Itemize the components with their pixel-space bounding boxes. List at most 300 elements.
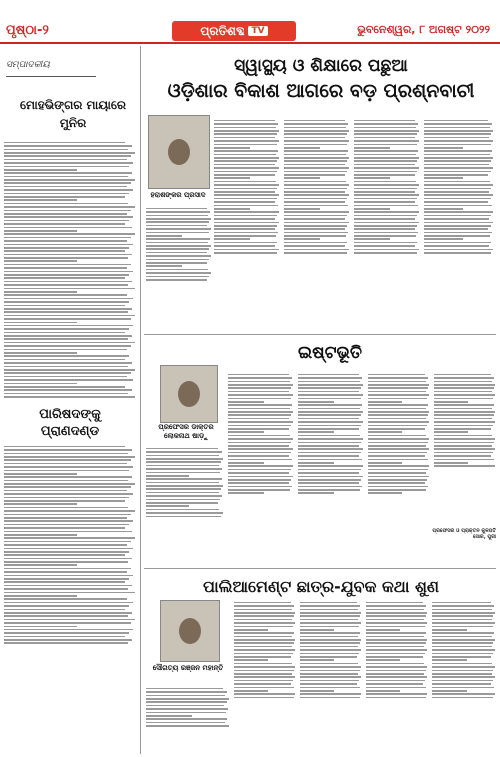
greeked-line <box>424 188 491 190</box>
greeked-line <box>214 174 275 176</box>
greeked-line <box>300 659 334 661</box>
greeked-line <box>214 157 279 159</box>
greeked-line <box>214 137 275 139</box>
greeked-line <box>146 495 222 497</box>
greeked-line <box>298 381 360 383</box>
greeked-line <box>434 431 468 433</box>
greeked-line <box>146 482 219 484</box>
greeked-line <box>424 215 491 217</box>
greeked-line <box>4 335 132 337</box>
greeked-line <box>366 609 424 611</box>
greeked-line <box>354 154 416 156</box>
greeked-line <box>146 705 224 707</box>
greeked-line <box>146 279 207 281</box>
greeked-line <box>4 551 129 553</box>
greeked-line <box>214 238 250 240</box>
greeked-line <box>434 462 468 464</box>
greeked-line <box>300 646 358 648</box>
greeked-line <box>354 127 416 129</box>
greeked-line <box>4 396 135 398</box>
greeked-line <box>146 715 192 717</box>
greeked-line <box>4 366 128 368</box>
greeked-line <box>4 155 131 157</box>
greeked-line <box>432 670 493 672</box>
greeked-line <box>4 244 133 246</box>
greeked-line <box>4 264 131 266</box>
greeked-line <box>4 213 127 215</box>
greeked-line <box>432 612 495 614</box>
greeked-line <box>368 377 428 379</box>
greeked-line <box>298 482 359 484</box>
greeked-line <box>4 257 128 259</box>
greeked-line <box>146 475 189 477</box>
greeked-line <box>214 123 278 125</box>
greeked-line <box>4 247 129 249</box>
greeked-line <box>300 683 357 685</box>
greeked-line <box>4 240 127 242</box>
greeked-line <box>214 154 276 156</box>
greeked-line <box>234 687 294 689</box>
greeked-line <box>424 191 489 193</box>
greeked-line <box>146 255 211 257</box>
greeked-line <box>4 470 129 472</box>
greeked-line <box>354 144 417 146</box>
greeked-line <box>368 414 428 416</box>
greeked-line <box>4 189 133 191</box>
greeked-line <box>234 615 294 617</box>
author-name: ସୌଗତ୍ୟ ରଞ୍ଜନ ମହାନ୍ତି <box>152 664 224 672</box>
greeked-line <box>368 418 426 420</box>
lead-article-headline <box>146 54 496 104</box>
greeked-line <box>146 688 223 690</box>
greeked-line <box>214 171 277 173</box>
greeked-line <box>146 242 208 244</box>
page-number: ପୃଷ୍ଠା-୨ <box>6 23 49 38</box>
greeked-line <box>434 411 495 413</box>
greeked-line <box>300 697 360 699</box>
greeked-line <box>368 482 425 484</box>
greeked-line <box>228 411 293 413</box>
greeked-line <box>4 588 128 590</box>
greeked-line <box>354 137 415 139</box>
greeked-line <box>366 653 425 655</box>
greeked-line <box>4 517 127 519</box>
greeked-line <box>434 384 495 386</box>
greeked-line <box>146 238 210 240</box>
greeked-line <box>4 602 133 604</box>
greeked-line <box>354 235 416 237</box>
second-article-headline: ଇଷ୍ଟଭୂତି <box>298 343 362 363</box>
greeked-line <box>4 260 77 262</box>
greeked-line <box>4 216 133 218</box>
greeked-line <box>432 646 492 648</box>
greeked-line <box>4 459 131 461</box>
greeked-line <box>4 359 125 361</box>
greeked-line <box>354 201 415 203</box>
greeked-line <box>424 123 492 125</box>
greeked-line <box>434 404 494 406</box>
author-photo <box>160 365 218 423</box>
greeked-line <box>228 462 264 464</box>
greeked-line <box>284 211 349 213</box>
greeked-line <box>284 174 345 176</box>
greeked-line <box>4 605 129 607</box>
greeked-line <box>214 191 275 193</box>
greeked-line <box>354 184 419 186</box>
greeked-line <box>4 571 127 573</box>
greeked-line <box>284 150 348 152</box>
greeked-line <box>298 401 334 403</box>
greeked-line <box>4 355 129 357</box>
greeked-line <box>424 211 493 213</box>
greeked-line <box>214 211 279 213</box>
greeked-line <box>228 455 289 457</box>
greeked-line <box>214 218 275 220</box>
second-editorial-body-text <box>4 444 136 754</box>
greeked-line <box>432 632 494 634</box>
greeked-line <box>234 649 295 651</box>
greeked-line <box>146 701 227 703</box>
article-text-column <box>228 372 294 560</box>
greeked-line <box>424 242 491 244</box>
greeked-line <box>432 697 493 699</box>
greeked-line <box>368 455 425 457</box>
greeked-line <box>424 232 492 234</box>
editorial-headline: ମୋହଭିଙ୍ଗର ମାୟାରେ ମୁନିର <box>19 98 127 130</box>
greeked-line <box>354 252 417 254</box>
greeked-line <box>284 232 348 234</box>
greeked-line <box>228 442 291 444</box>
greeked-line <box>214 127 276 129</box>
greeked-line <box>228 425 291 427</box>
greeked-line <box>234 663 292 665</box>
greeked-line <box>300 656 357 658</box>
greeked-line <box>4 527 125 529</box>
greeked-line <box>4 568 131 570</box>
greeked-line <box>146 232 209 234</box>
greeked-line <box>4 186 127 188</box>
greeked-line <box>300 615 360 617</box>
greeked-line <box>354 157 419 159</box>
greeked-line <box>228 428 289 430</box>
greeked-line <box>432 602 491 604</box>
greeked-line <box>284 228 345 230</box>
greeked-line <box>368 421 429 423</box>
greeked-line <box>4 507 128 509</box>
greeked-line <box>354 123 418 125</box>
greeked-line <box>366 697 426 699</box>
greeked-line <box>4 233 135 235</box>
greeked-line <box>4 544 127 546</box>
greeked-line <box>234 673 292 675</box>
greeked-line <box>146 488 221 490</box>
greeked-line <box>234 697 294 699</box>
greeked-line <box>284 157 349 159</box>
greeked-line <box>214 120 275 122</box>
greeked-line <box>432 666 495 668</box>
greeked-line <box>4 642 128 644</box>
greeked-line <box>298 459 362 461</box>
greeked-line <box>432 626 493 628</box>
greeked-line <box>424 245 489 247</box>
greeked-line <box>354 242 417 244</box>
greeked-line <box>354 147 390 149</box>
greeked-line <box>228 479 291 481</box>
greeked-line <box>214 198 277 200</box>
greeked-line <box>234 659 268 661</box>
greeked-line <box>146 509 219 511</box>
greeked-line <box>298 398 361 400</box>
greeked-line <box>298 425 361 427</box>
greeked-line <box>4 524 129 526</box>
greeked-line <box>4 220 129 222</box>
article-text-column <box>434 372 496 522</box>
greeked-line <box>432 673 492 675</box>
greeked-line <box>234 680 293 682</box>
greeked-line <box>366 619 424 621</box>
greeked-line <box>4 169 77 171</box>
greeked-line <box>284 154 346 156</box>
greeked-line <box>146 712 226 714</box>
greeked-line <box>228 476 293 478</box>
greeked-line <box>354 225 417 227</box>
greeked-line <box>146 276 209 278</box>
greeked-line <box>298 411 363 413</box>
greeked-line <box>434 387 494 389</box>
greeked-line <box>432 656 491 658</box>
greeked-line <box>146 722 225 724</box>
greeked-line <box>4 230 77 232</box>
greeked-line <box>354 208 390 210</box>
greeked-line <box>4 609 125 611</box>
greeked-line <box>4 274 129 276</box>
greeked-line <box>214 205 278 207</box>
greeked-line <box>300 629 334 631</box>
greeked-line <box>228 469 291 471</box>
greeked-line <box>4 345 131 347</box>
article-text-column <box>298 372 364 560</box>
greeked-line <box>424 208 463 210</box>
greeked-line <box>368 384 429 386</box>
greeked-line <box>214 235 276 237</box>
header-rule <box>0 42 500 44</box>
greeked-line <box>432 676 495 678</box>
greeked-line <box>146 485 223 487</box>
author-photo <box>160 600 220 662</box>
greeked-line <box>4 490 127 492</box>
greeked-line <box>146 455 219 457</box>
greeked-line <box>424 137 489 139</box>
greeked-line <box>298 448 363 450</box>
greeked-line <box>4 483 135 485</box>
greeked-line <box>432 605 494 607</box>
greeked-line <box>354 228 415 230</box>
greeked-line <box>284 245 345 247</box>
greeked-line <box>432 642 493 644</box>
greeked-line <box>214 245 275 247</box>
greeked-line <box>4 632 129 634</box>
greeked-line <box>234 642 294 644</box>
byline-title: ପ୍ରଫେସର ଓ ପ୍ରାକ୍ତନ କୁଳପତି <box>432 528 496 534</box>
greeked-line <box>146 695 225 697</box>
greeked-line <box>4 463 127 465</box>
greeked-line <box>284 127 346 129</box>
greeked-line <box>228 486 292 488</box>
greeked-line <box>284 130 349 132</box>
greeked-line <box>146 208 207 210</box>
greeked-line <box>146 708 228 710</box>
greeked-line <box>298 414 361 416</box>
greeked-line <box>4 486 131 488</box>
greeked-line <box>434 391 492 393</box>
greeked-line <box>434 425 493 427</box>
greeked-line <box>432 690 467 692</box>
greeked-line <box>214 184 279 186</box>
greeked-line <box>234 646 292 648</box>
greeked-line <box>4 534 77 536</box>
greeked-line <box>4 598 127 600</box>
greeked-line <box>146 272 211 274</box>
greeked-line <box>300 642 360 644</box>
greeked-line <box>368 408 426 410</box>
greeked-line <box>434 465 495 467</box>
author-name: ହରାଶଙ୍କର ପ୍ରସାଦ <box>150 191 206 199</box>
greeked-line <box>4 277 125 279</box>
greeked-line <box>366 632 426 634</box>
greeked-line <box>284 198 347 200</box>
greeked-line <box>434 445 492 447</box>
author-name: ପ୍ରଫେସର ଡାକ୍ତର ଲୋକନାଥ ଷାଡ଼ୁ <box>158 423 214 440</box>
greeked-line <box>4 548 133 550</box>
greeked-line <box>4 199 77 201</box>
greeked-line <box>234 619 292 621</box>
greeked-line <box>434 398 493 400</box>
greeked-line <box>4 162 133 164</box>
greeked-line <box>432 629 467 631</box>
greeked-line <box>4 531 132 533</box>
greeked-line <box>146 465 219 467</box>
greeked-line <box>228 387 291 389</box>
greeked-line <box>4 581 125 583</box>
greeked-line <box>300 690 334 692</box>
greeked-line <box>146 262 207 264</box>
greeked-line <box>368 425 427 427</box>
greeked-line <box>368 428 425 430</box>
greeked-line <box>298 479 361 481</box>
greeked-line <box>366 642 426 644</box>
greeked-line <box>228 465 293 467</box>
greeked-line <box>424 160 491 162</box>
greeked-line <box>4 328 129 330</box>
greeked-line <box>284 164 345 166</box>
greeked-line <box>4 362 132 364</box>
author-face-icon <box>178 381 200 407</box>
greeked-line <box>234 629 268 631</box>
article-text-column <box>146 206 212 324</box>
greeked-line <box>354 167 419 169</box>
greeked-line <box>4 159 127 161</box>
greeked-line <box>228 452 291 454</box>
greeked-line <box>366 615 426 617</box>
greeked-line <box>228 381 290 383</box>
greeked-line <box>432 683 491 685</box>
greeked-line <box>368 411 429 413</box>
greeked-line <box>146 448 218 450</box>
greeked-line <box>228 408 290 410</box>
greeked-line <box>366 676 427 678</box>
greeked-line <box>4 389 132 391</box>
greeked-line <box>4 298 133 300</box>
greeked-line <box>146 269 208 271</box>
greeked-line <box>434 442 494 444</box>
greeked-line <box>4 271 133 273</box>
greeked-line <box>214 208 250 210</box>
column-divider <box>140 46 141 754</box>
author-face-icon <box>179 618 201 644</box>
greeked-line <box>4 172 132 174</box>
greeked-line <box>300 605 360 607</box>
greeked-line <box>424 171 491 173</box>
greeked-line <box>432 636 492 638</box>
greeked-line <box>4 250 125 252</box>
greeked-line <box>214 194 279 196</box>
greeked-line <box>368 492 402 494</box>
article-byline <box>420 528 496 540</box>
greeked-line <box>4 179 135 181</box>
greeked-line <box>4 629 133 631</box>
greeked-line <box>354 160 417 162</box>
greeked-line <box>4 575 133 577</box>
greeked-line <box>366 636 424 638</box>
greeked-line <box>300 639 361 641</box>
greeked-line <box>228 394 293 396</box>
greeked-line <box>284 160 347 162</box>
greeked-line <box>434 435 492 437</box>
greeked-line <box>146 259 209 261</box>
greeked-line <box>4 369 135 371</box>
greeked-line <box>284 184 349 186</box>
greeked-line <box>424 201 488 203</box>
greeked-line <box>300 609 358 611</box>
greeked-line <box>354 177 390 179</box>
greeked-line <box>354 120 415 122</box>
greeked-line <box>214 164 275 166</box>
greeked-line <box>4 210 131 212</box>
greeked-line <box>4 349 127 351</box>
greeked-line <box>300 676 361 678</box>
greeked-line <box>4 318 131 320</box>
greeked-line <box>4 352 77 354</box>
article-text-column <box>146 686 230 752</box>
greeked-line <box>368 431 402 433</box>
greeked-line <box>4 142 125 144</box>
greeked-line <box>424 154 490 156</box>
greeked-line <box>284 137 345 139</box>
article-text-column <box>432 600 496 752</box>
greeked-line <box>300 663 358 665</box>
greeked-line <box>432 659 467 661</box>
article-separator <box>144 334 496 335</box>
greeked-line <box>354 130 419 132</box>
greeked-line <box>4 480 128 482</box>
greeked-line <box>4 223 125 225</box>
greeked-line <box>366 680 425 682</box>
greeked-line <box>424 177 463 179</box>
greeked-line <box>298 476 363 478</box>
greeked-line <box>368 469 428 471</box>
greeked-line <box>228 421 293 423</box>
greeked-line <box>368 489 426 491</box>
